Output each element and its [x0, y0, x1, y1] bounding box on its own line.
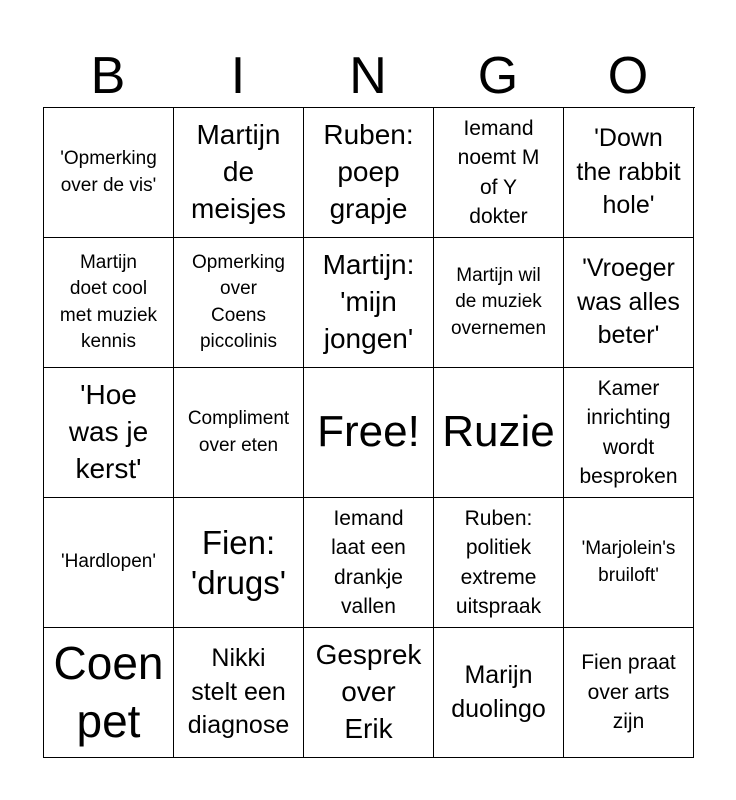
bingo-cell[interactable]: 'Vroeger was alles beter' [564, 238, 694, 368]
bingo-cell[interactable]: Iemand noemt M of Y dokter [434, 108, 564, 238]
bingo-cell[interactable]: Ruben: poep grapje [304, 108, 434, 238]
bingo-cell[interactable]: Marijn duolingo [434, 628, 564, 758]
header-letter-i: I [230, 47, 246, 105]
header-letter-n: N [349, 47, 387, 105]
bingo-cell[interactable]: Martijn de meisjes [174, 108, 304, 238]
header-letter-g: G [477, 47, 519, 105]
bingo-cell[interactable]: Martijn wil de muziek overnemen [434, 238, 564, 368]
bingo-cell[interactable]: Ruzie [434, 368, 564, 498]
header-letter-o: O [607, 47, 649, 105]
bingo-cell[interactable]: Martijn: 'mijn jongen' [304, 238, 434, 368]
bingo-card [43, 107, 695, 758]
header-letter-b: B [90, 47, 126, 105]
bingo-cell[interactable]: 'Down the rabbit hole' [564, 108, 694, 238]
bingo-cell[interactable]: 'Hardlopen' [44, 498, 174, 628]
bingo-header [43, 44, 693, 108]
bingo-cell[interactable]: Nikki stelt een diagnose [174, 628, 304, 758]
bingo-cell[interactable]: Fien praat over arts zijn [564, 628, 694, 758]
bingo-cell[interactable]: Opmerking over Coens piccolinis [174, 238, 304, 368]
bingo-cell[interactable]: Kamer inrichting wordt besproken [564, 368, 694, 498]
bingo-cell[interactable]: Iemand laat een drankje vallen [304, 498, 434, 628]
bingo-cell[interactable]: Compliment over eten [174, 368, 304, 498]
bingo-cell[interactable]: Martijn doet cool met muziek kennis [44, 238, 174, 368]
bingo-cell[interactable]: Ruben: politiek extreme uitspraak [434, 498, 564, 628]
free-space[interactable]: Free! [304, 368, 434, 498]
bingo-cell[interactable]: Fien: 'drugs' [174, 498, 304, 628]
bingo-cell[interactable]: 'Opmerking over de vis' [44, 108, 174, 238]
bingo-cell[interactable]: 'Marjolein's bruiloft' [564, 498, 694, 628]
bingo-cell[interactable]: Gesprek over Erik [304, 628, 434, 758]
bingo-cell[interactable]: 'Hoe was je kerst' [44, 368, 174, 498]
bingo-cell[interactable]: Coen pet [44, 628, 174, 758]
